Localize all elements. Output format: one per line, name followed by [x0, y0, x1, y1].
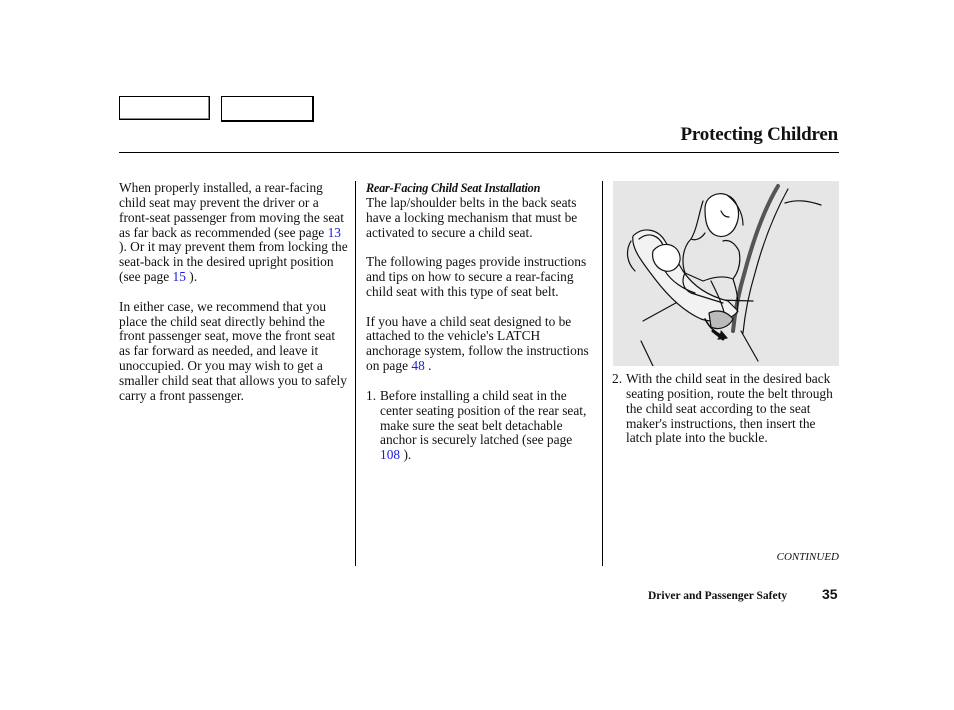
- nav-button-2[interactable]: [221, 96, 314, 122]
- paragraph-latch: If you have a child seat designed to be attached to the vehicle's LATCH anchorage system, follow the instructions on page 48 .: [366, 313, 589, 374]
- step-1: [366, 389, 594, 463]
- continued-label: CONTINUED: [776, 551, 839, 563]
- column-right: [612, 372, 840, 446]
- step-number: 2.: [612, 371, 623, 386]
- step-text: Before installing a child seat in the center seating position of the rear seat, make sure the seat belt detachable anchor is securely latched (see page 108 ).: [380, 387, 587, 463]
- page-link-15[interactable]: 15: [172, 269, 186, 285]
- paragraph-locking-mechanism: The lap/shoulder belts in the back seats have a locking mechanism that must be activated to secure a child seat.: [366, 194, 578, 240]
- page-title: Protecting Children: [680, 124, 838, 145]
- column-left: [119, 181, 349, 419]
- header-rule: [119, 152, 839, 153]
- page-number: 35: [822, 586, 838, 602]
- paragraph-seat-position: When properly installed, a rear-facing child seat may prevent the driver or a front-seat passenger from moving the seat as far back as recommended (see page 13 ). Or it may prevent them from locking the seat-back in the desired upright position (see page 15 ).: [119, 180, 348, 285]
- child-seat-illustration: [613, 181, 839, 366]
- page-link-108[interactable]: 108: [380, 447, 401, 463]
- step-number: 1.: [366, 387, 377, 403]
- illustration-drawing: [613, 181, 839, 366]
- column-middle: [366, 181, 594, 463]
- page-link-13[interactable]: 13: [327, 224, 341, 240]
- paragraph-recommendation: In either case, we recommend that you place the child seat directly behind the front passenger seat, move the front seat as far forward as needed, and leave it unoccupied. Or you may wish to get a smaller child seat that allows you to safely carry a front passenger.: [119, 298, 347, 403]
- section-subheading: Rear-Facing Child Seat Installation: [366, 181, 541, 195]
- paragraph-following-pages: The following pages provide instructions and tips on how to secure a rear-facing child seat with this type of seat belt.: [366, 254, 587, 299]
- footer-section-title: Driver and Passenger Safety: [648, 590, 788, 602]
- column-divider-2: [602, 181, 603, 566]
- column-divider-1: [355, 181, 356, 566]
- step-text: With the child seat in the desired back seating position, route the belt through the child seat according to the seat maker's instructions, then insert the latch plate into the buckle.: [626, 371, 833, 446]
- page-link-48[interactable]: 48: [411, 358, 425, 374]
- step-2: [612, 372, 840, 446]
- nav-button-1[interactable]: [119, 96, 210, 120]
